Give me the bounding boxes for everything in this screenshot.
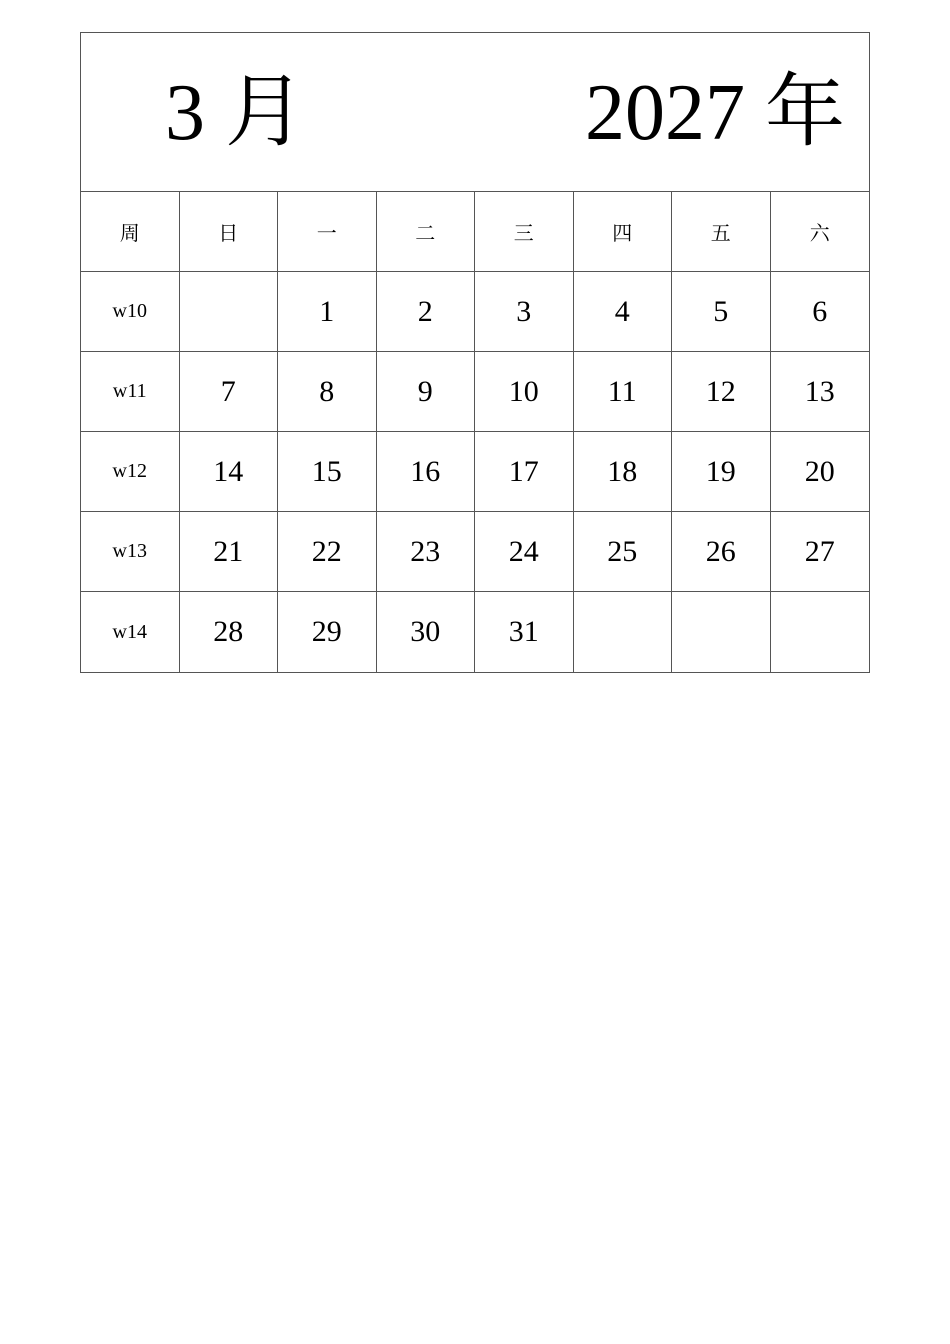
day-cell: 5 [672,272,771,351]
day-cell: 18 [574,432,673,511]
day-cell: 25 [574,512,673,591]
day-cell: 21 [180,512,279,591]
day-cell: 10 [475,352,574,431]
day-cell: 4 [574,272,673,351]
day-cell [672,592,771,672]
day-cell: 26 [672,512,771,591]
day-cell: 23 [377,512,476,591]
calendar [80,32,870,673]
week-row [81,352,869,432]
day-cell: 3 [475,272,574,351]
day-cell: 15 [278,432,377,511]
week-number: w14 [81,592,180,672]
day-cell: 11 [574,352,673,431]
week-number: w10 [81,272,180,351]
day-cell: 31 [475,592,574,672]
day-cell: 19 [672,432,771,511]
day-cell: 9 [377,352,476,431]
day-cell: 16 [377,432,476,511]
week-number: w11 [81,352,180,431]
day-cell: 12 [672,352,771,431]
week-row [81,512,869,592]
calendar-header [81,33,869,192]
weekday-thursday: 四 [574,192,673,271]
day-cell: 20 [804,454,835,488]
day-cell: 29 [278,592,377,672]
day-cell: 22 [278,512,377,591]
day-cell: 8 [278,352,377,431]
day-cell: 28 [180,592,279,672]
weekday-header-row [81,192,869,272]
month-title: 3 月 [165,69,305,157]
day-cell: 30 [377,592,476,672]
day-cell: 14 [180,432,279,511]
day-cell [180,272,279,351]
day-cell [771,592,870,672]
day-cell: 24 [475,512,574,591]
week-number: w12 [81,432,180,511]
weekday-tuesday: 二 [377,192,476,271]
day-cell: 7 [180,352,279,431]
weekday-wednesday: 三 [475,192,574,271]
weekday-sunday: 日 [180,192,279,271]
day-cell: 27 [804,534,835,568]
day-cell: 2 [377,272,476,351]
weekday-saturday: 六 [809,221,830,245]
day-cell: 1 [278,272,377,351]
week-row [81,592,869,672]
week-number: w13 [81,512,180,591]
week-row [81,272,869,352]
day-cell: 13 [804,374,835,408]
day-cell [574,592,673,672]
day-cell: 6 [812,294,828,328]
weekday-friday: 五 [672,192,771,271]
day-cell: 17 [475,432,574,511]
year-title: 2027 年 [585,69,845,157]
weekday-week-header: 周 [81,192,180,271]
week-row [81,432,869,512]
weekday-monday: 一 [278,192,377,271]
